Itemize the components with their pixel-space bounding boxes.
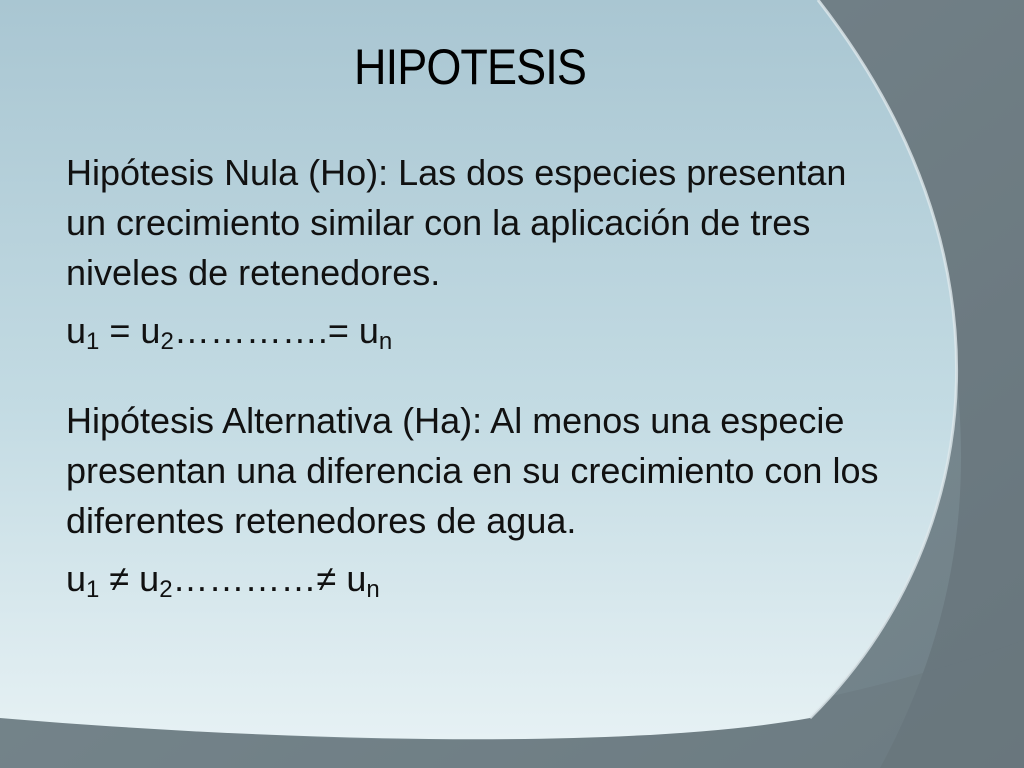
eq2-dots: ………… [172, 558, 317, 599]
alternative-hypothesis-text: Hipótesis Alternativa (Ha): Al menos una especie presentan una diferencia en su crecimiento con los diferentes retenedores de agua. [66, 400, 879, 541]
eq2-subn: n [366, 576, 380, 603]
eq2-sub1: 1 [86, 576, 100, 603]
eq1-subn: n [378, 328, 393, 355]
eq2-var2: u [139, 558, 160, 599]
eq1-var-n: u [358, 310, 379, 351]
null-hypothesis-equation [66, 306, 886, 356]
null-hypothesis-text: Hipótesis Nula (Ho): Las dos especies presentan un crecimiento similar con la aplicación de tres niveles de retenedores. [66, 152, 847, 293]
eq2-var-n: u [346, 558, 367, 599]
eq2-op2: ≠ [316, 558, 347, 599]
eq1-dots: ………… [173, 310, 318, 351]
eq1-op1: = [99, 310, 141, 351]
eq1-var1: u [66, 310, 87, 351]
slide-title: HIPOTESIS [354, 39, 586, 95]
alternative-hypothesis-equation [66, 554, 886, 604]
eq2-var1: u [66, 558, 87, 599]
eq1-sub2: 2 [160, 328, 174, 355]
eq1-op2: .= [317, 310, 359, 351]
eq1-var2: u [140, 310, 161, 351]
eq2-sub2: 2 [159, 576, 173, 603]
eq1-sub1: 1 [86, 328, 100, 355]
slide-body [66, 148, 886, 604]
eq2-op1: ≠ [99, 558, 140, 599]
